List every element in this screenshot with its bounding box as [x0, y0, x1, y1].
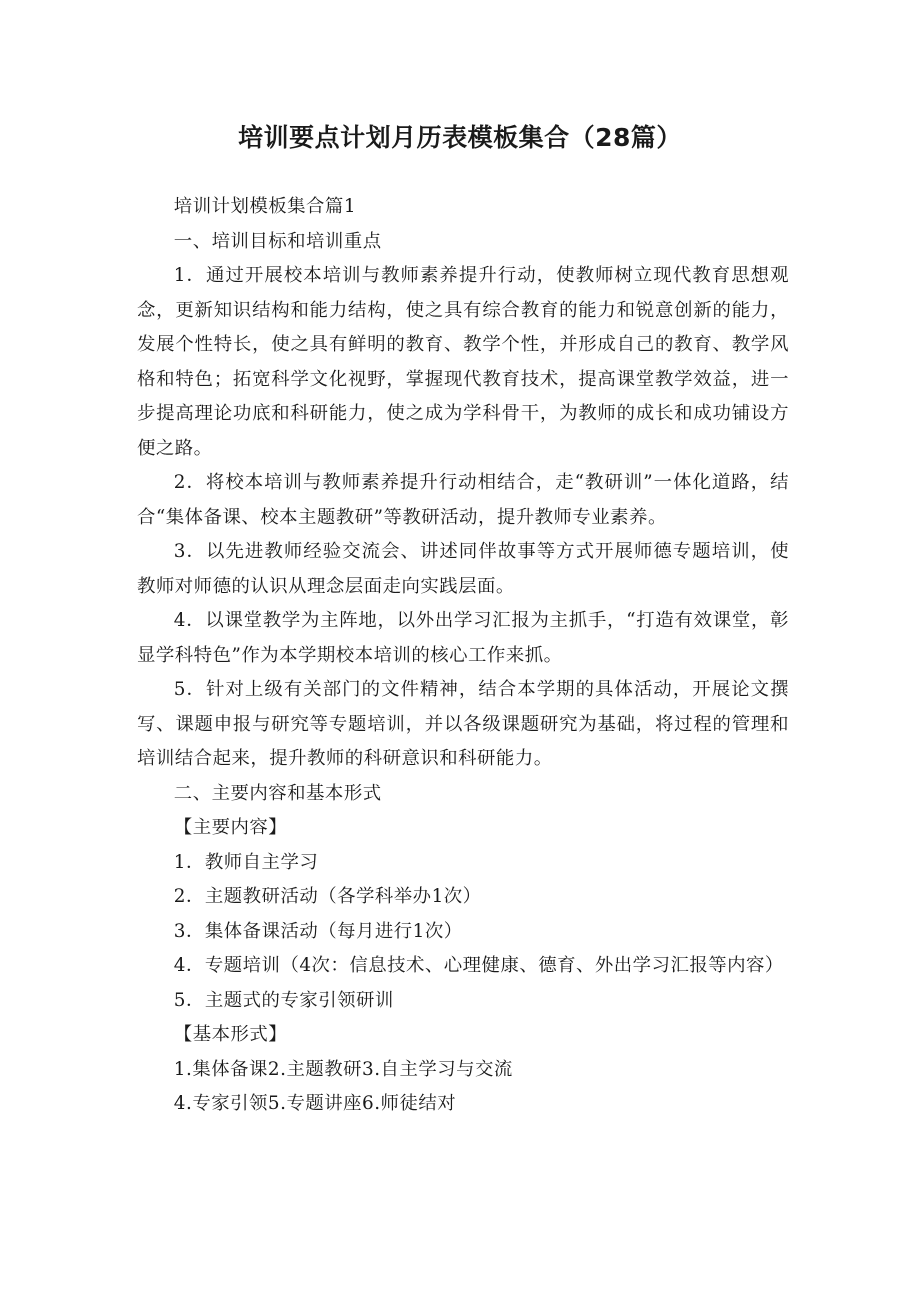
- list-item: 2．主题教研活动（各学科举办1次）: [173, 886, 482, 907]
- list-item: 1.集体备课2.主题教研3.自主学习与交流: [173, 1058, 513, 1080]
- paragraph: 3．以先进教师经验交流会、讲述同伴故事等方式开展师德专题培训，使教师对师德的认识从理念层面走向实践层面。: [137, 541, 789, 597]
- paragraph: 1．通过开展校本培训与教师素养提升行动，使教师树立现代教育思想观念，更新知识结构和能力结构，使之具有综合教育的能力和锐意创新的能力，发展个性特长，使之具有鲜明的教育、教学个性，并形成自己的教育、教学风格和特色；拓宽科学文化视野，掌握现代教育技术，提高课堂教学效益，进一步提高理论功底和科研能力，使之成为学科骨干，为教师的成长和成功铺设方便之路。: [137, 265, 789, 459]
- list-item: 4．专题培训（4次：信息技术、心理健康、德育、外出学习汇报等内容）: [173, 955, 784, 976]
- paragraph: 2．将校本培训与教师素养提升行动相结合，走“教研训”一体化道路，结合“集体备课、校本主题教研”等教研活动，提升教师专业素养。: [137, 472, 789, 528]
- document-body: [137, 190, 789, 1122]
- list-item: 3．集体备课活动（每月进行1次）: [173, 920, 463, 942]
- list-item: 5．主题式的专家引领研训: [173, 989, 394, 1011]
- paragraph: 4．以课堂教学为主阵地，以外出学习汇报为主抓手，“打造有效课堂，彰显学科特色”作为本学期校本培训的核心工作来抓。: [137, 610, 789, 666]
- bracket-heading: 【主要内容】: [173, 817, 288, 838]
- list-item: 4.专家引领5.专题讲座6.师徒结对: [173, 1093, 457, 1114]
- subsection-heading: 二、主要内容和基本形式: [173, 782, 382, 804]
- document-title: 培训要点计划月历表模板集合（28篇）: [238, 123, 682, 152]
- list-item: 1．教师自主学习: [173, 851, 319, 873]
- paragraph: 5．针对上级有关部门的文件精神，结合本学期的具体活动，开展论文撰写、课题申报与研究等专题培训，并以各级课题研究为基础，将过程的管理和培训结合起来，提升教师的科研意识和科研能力。: [137, 679, 789, 769]
- bracket-heading: 【基本形式】: [173, 1024, 288, 1045]
- section-heading: 培训计划模板集合篇1: [173, 196, 357, 217]
- subsection-heading: 一、培训目标和培训重点: [173, 230, 382, 252]
